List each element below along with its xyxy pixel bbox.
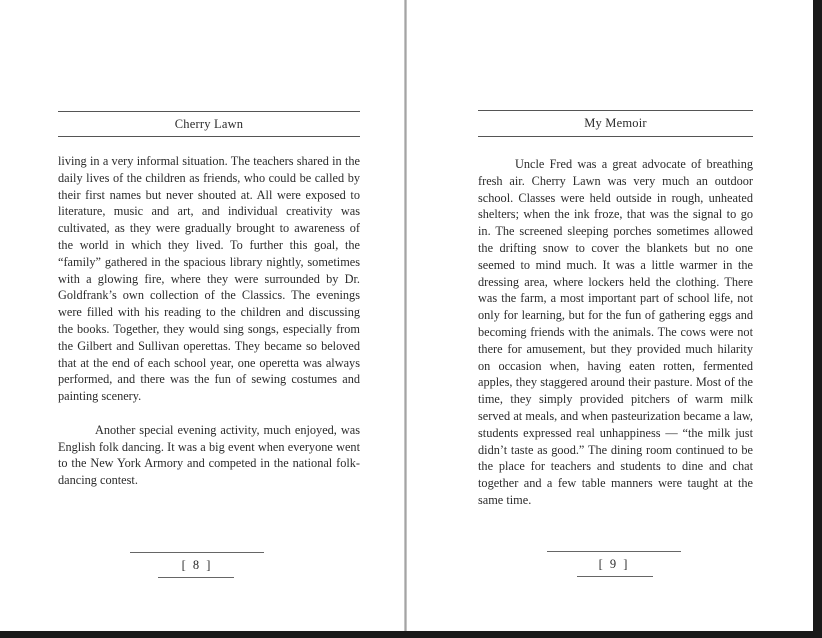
left-page bbox=[0, 0, 404, 631]
right-folio-rule-bottom bbox=[577, 576, 653, 577]
scan-edge-right bbox=[813, 0, 822, 638]
right-header-rule-bottom bbox=[478, 136, 753, 137]
left-running-head: Cherry Lawn bbox=[174, 117, 244, 131]
right-header-rule-top bbox=[478, 110, 753, 111]
right-folio: [ 9 ] bbox=[598, 557, 630, 571]
left-header-rule-top bbox=[58, 111, 360, 112]
left-folio-rule-top bbox=[130, 552, 264, 553]
scan-edge-bottom bbox=[0, 631, 822, 638]
right-running-head: My Memoir bbox=[584, 116, 647, 130]
right-body-text bbox=[478, 156, 753, 509]
left-folio-rule-bottom bbox=[158, 577, 234, 578]
left-header-rule-bottom bbox=[58, 136, 360, 137]
left-body-text bbox=[58, 153, 360, 489]
left-folio: [ 8 ] bbox=[181, 558, 213, 572]
left-paragraph-1: living in a very informal situation. The teachers shared in the daily lives of the children as friends, who could be called by their first names but never shouted at. All were exposed to literature, music and art, and individual creativity was cultivated, as they were gradually brought to awareness of the world in which they lived. To further this goal, the “family” gathered in the spacious library nightly, sometimes with a glowing fire, where they were surrounded by Dr. Goldfrank’s own collection of the Classics. The evenings were filled with his reading to the children and discussing the books. Together, they would sing songs, especially from the Gilbert and Sullivan operettas. They became so beloved that at the end of each school year, one operetta was always performed, and there was the fun of sewing costumes and painting scenery. bbox=[58, 154, 360, 404]
right-page bbox=[407, 0, 813, 631]
right-folio-rule-top bbox=[547, 551, 681, 552]
left-paragraph-2: Another special evening activity, much enjoyed, was English folk dancing. It was a big event when everyone went to the New York Armory and competed in the national folk-dancing contest. bbox=[58, 422, 360, 488]
right-paragraph-1: Uncle Fred was a great advocate of breathing fresh air. Cherry Lawn was very much an outdoor school. Classes were held outside in rough, unheated shelters; when the ink froze, that was the signal to go in. The screened sleeping porches sometimes allowed the drifting snow to cover the blankets but no one seemed to mind much. It was a little warmer in the dressing area, where lockers held the clothing. There was the farm, a most important part of school life, not only for learning, but for the fun of gathering eggs and becoming friends with the animals. The cows were not there for amusement, but they provided much hilarity on occasion when, having eaten rotten, fermented apples, they staggered around their pasture. Most of the time, they simply provided pitchers of warm milk served at meals, and when pasteurization became a law, students expressed real unhappiness — “the milk just didn’t taste as good.” The dining room continued to be the place for teachers and students to dine and chat together and a few table manners were taught at the same time. bbox=[478, 157, 753, 507]
